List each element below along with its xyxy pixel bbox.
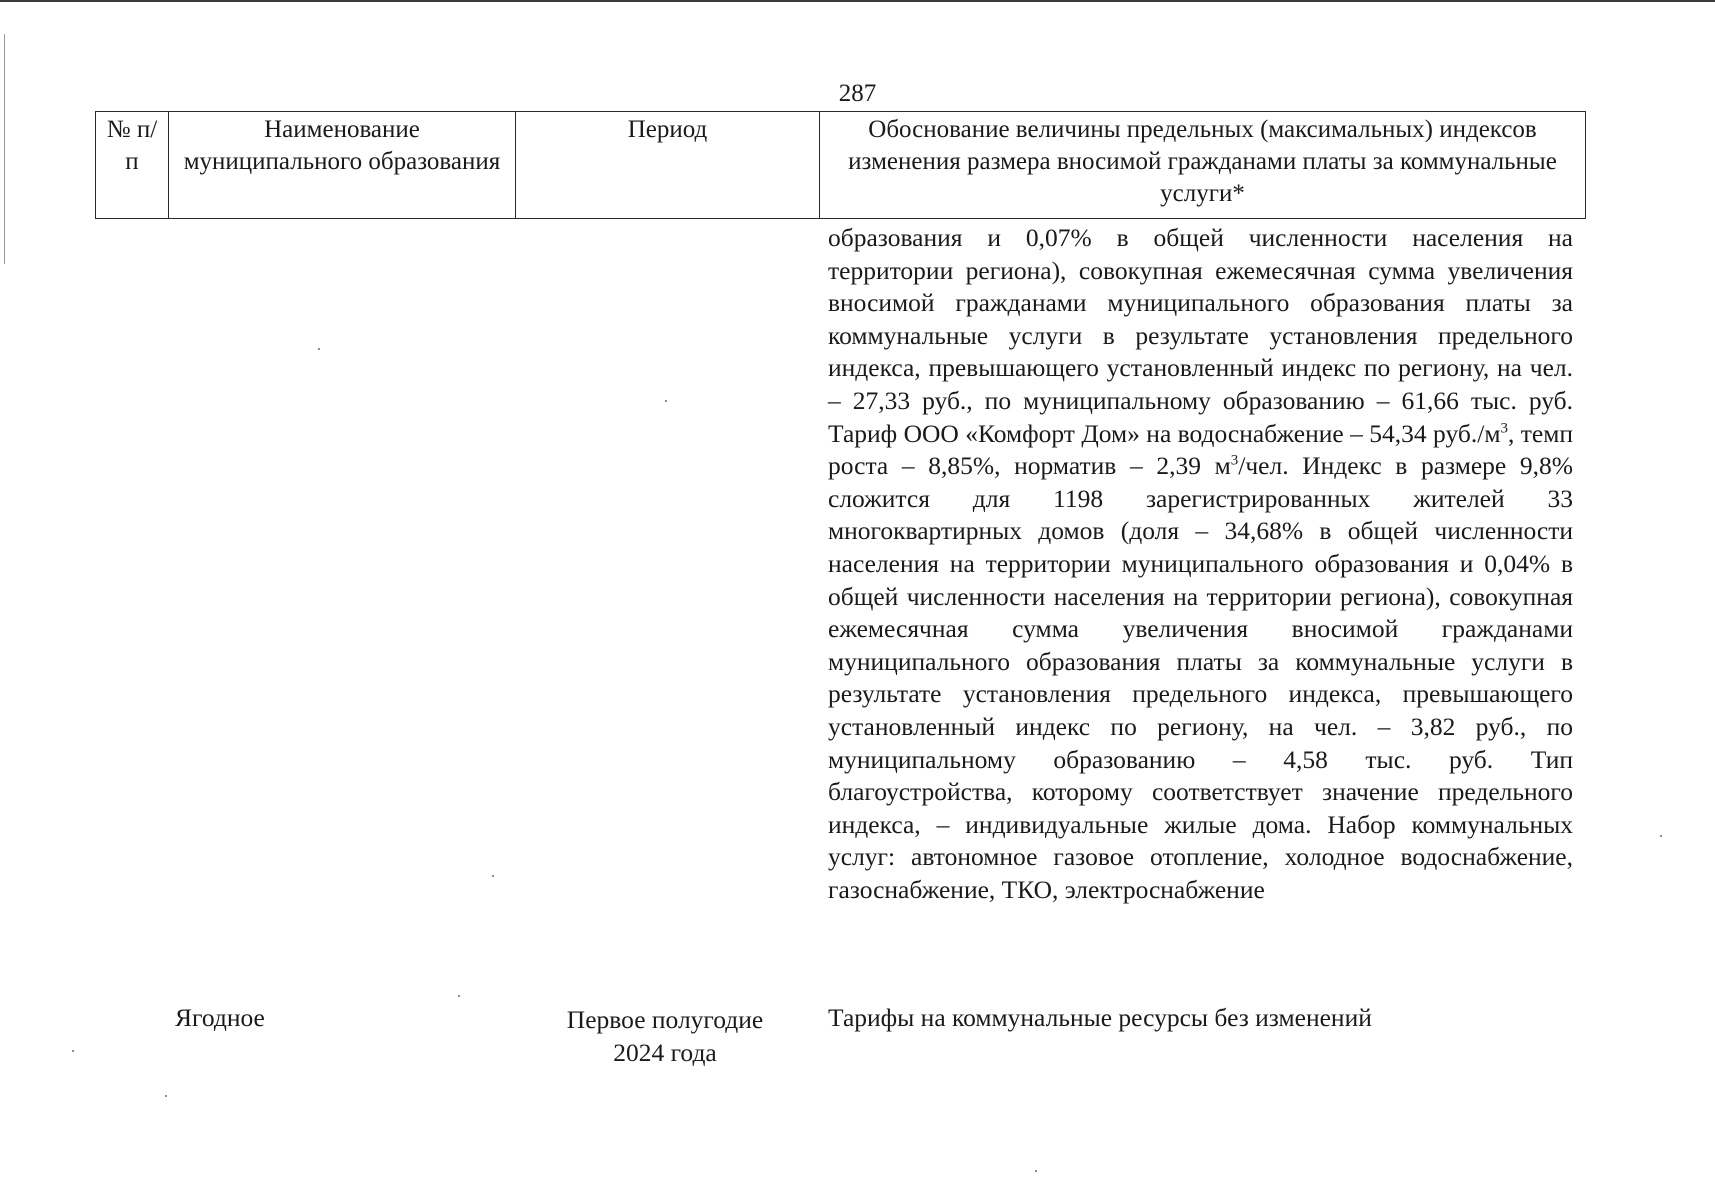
scan-speck [1660, 835, 1662, 837]
superscript-cubic: 3 [1230, 452, 1239, 469]
justification-text-part: /чел. Индекс в размере 9,8% сложится для 1198 зарегистрированных жителей 33 многоквартирных домов (доля – 34,68% в общей численности населения на территории муниципального образования и 0,04% в общей численности населения на территории региона), совокупная ежемесячная сумма увеличения вносимой гражданами муниципального образования платы за коммунальные услуги в результате установления предельного индекса, превышающего установленный индекс по региону, на чел. – 3,82 руб., по муниципальному образованию – 4,58 тыс. руб. Тип благоустройства, которому соответствует значение предельного индекса, – индивидуальные жилые дома. Набор коммунальных услуг: автономное газовое отопление, холодное водоснабжение, газоснабжение, ТКО, электроснабжение [828, 451, 1573, 904]
scan-top-edge [0, 0, 1715, 2]
justification-text-part: , темп роста – 8,85%, норматив – 2,39 м [828, 418, 1573, 481]
scan-speck [318, 348, 320, 350]
period-cell: Первое полугодие 2024 года [566, 1005, 764, 1067]
scan-speck [458, 995, 460, 997]
column-header-justification: Обоснование величины предельных (максимальных) индексов изменения размера вносимой гражданами платы за коммунальные услуги* [820, 112, 1586, 219]
scan-speck [165, 1095, 167, 1097]
table-header-row [96, 112, 1586, 219]
page-number: 287 [838, 80, 877, 107]
justification-text-part: образования и 0,07% в общей численности населения на территории региона), совокупная ежемесячная сумма увеличения вносимой гражданами муниципального образования платы за коммунальные услуги в результате установления предельного индекса, превышающего установленный индекс по региону, на чел. – 27,33 руб., по муниципальному образованию – 61,66 тыс. руб. Тариф ООО «Комфорт Дом» на водоснабжение – 54,34 руб./м [828, 223, 1573, 448]
scan-speck [492, 875, 494, 877]
justification-cell: Тарифы на коммунальные ресурсы без изменений [828, 1003, 1372, 1032]
scan-left-edge [4, 34, 5, 264]
superscript-cubic: 3 [1500, 420, 1508, 437]
table-header [95, 111, 1586, 219]
scan-speck [1035, 1170, 1037, 1172]
column-header-number: № п/п [96, 112, 169, 219]
column-header-municipality: Наименование муниципального образования [169, 112, 516, 219]
scan-speck [665, 400, 667, 402]
scan-speck [72, 1050, 74, 1052]
municipality-name: Ягодное [175, 1003, 265, 1032]
justification-continuation [828, 222, 1573, 906]
column-header-period: Период [516, 112, 820, 219]
